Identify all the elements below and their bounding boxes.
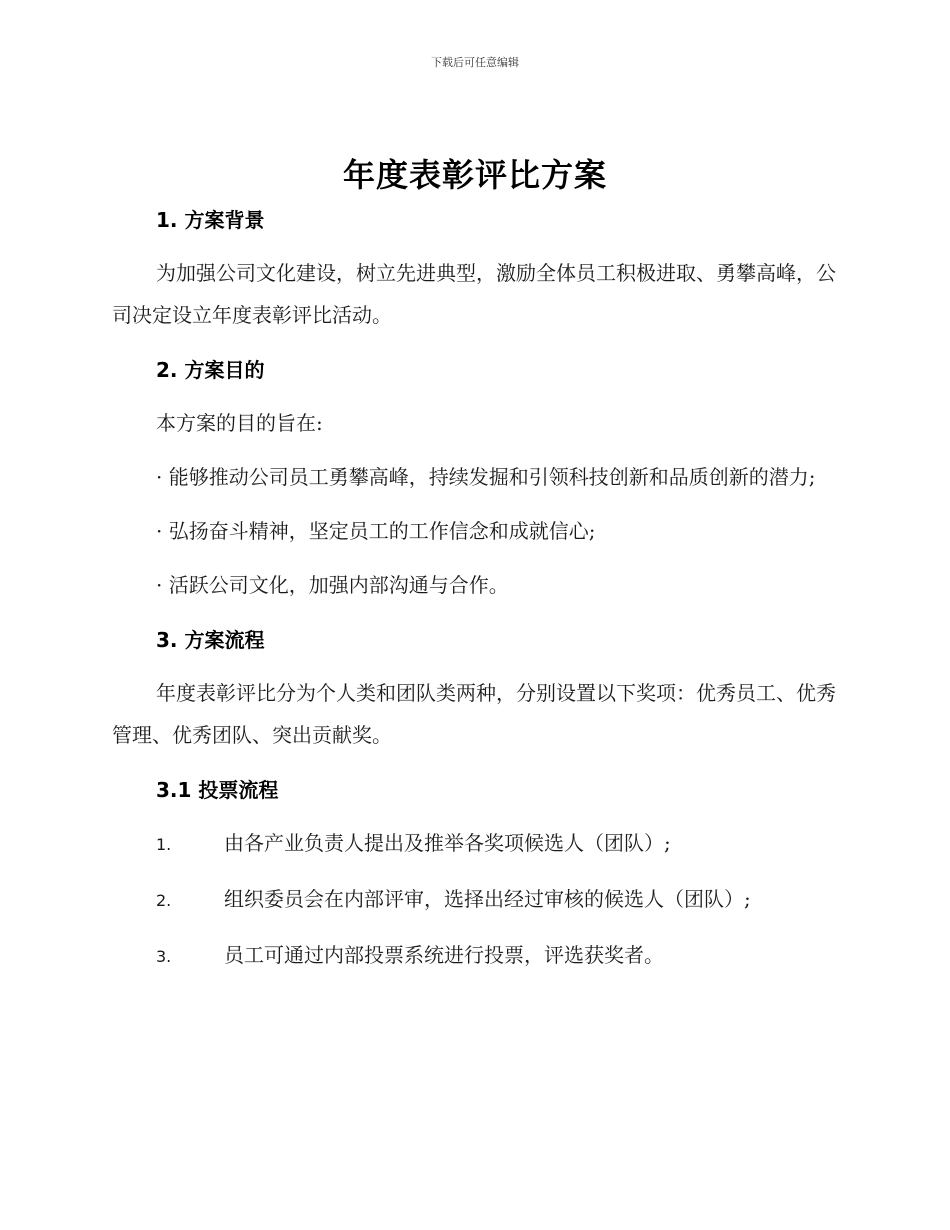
purpose-bullet: · 活跃公司文化，加强内部沟通与合作。 (156, 573, 509, 597)
list-item-text: 员工可通过内部投票系统进行投票，评选获奖者。 (224, 943, 664, 967)
list-item (112, 822, 838, 866)
section-heading-background: 1. 方案背景 (156, 208, 265, 232)
document-body (112, 200, 838, 990)
list-item-number: 2. (156, 891, 172, 910)
purpose-bullet: · 能够推动公司员工勇攀高峰，持续发掘和引领科技创新和品质创新的潜力; (156, 465, 816, 489)
list-item-number: 1. (156, 835, 172, 854)
list-item-text: 组织委员会在内部评审，选择出经过审核的候选人（团队）; (224, 887, 751, 911)
header-note: 下载后可任意编辑 (431, 56, 519, 69)
list-item (112, 878, 838, 922)
list-item-text: 由各产业负责人提出及推举各奖项候选人（团队）; (224, 831, 671, 855)
purpose-intro: 本方案的目的旨在: (156, 411, 323, 435)
process-paragraph: 年度表彰评比分为个人类和团队类两种，分别设置以下奖项：优秀员工、优秀管理、优秀团队、突出贡献奖。 (112, 681, 836, 747)
purpose-bullet: · 弘扬奋斗精神，坚定员工的工作信念和成就信心; (156, 519, 596, 543)
background-paragraph: 为加强公司文化建设，树立先进典型，激励全体员工积极进取、勇攀高峰，公司决定设立年度表彰评比活动。 (112, 261, 836, 327)
section-heading-process: 3. 方案流程 (156, 628, 265, 652)
section-heading-purpose: 2. 方案目的 (156, 358, 265, 382)
document-title: 年度表彰评比方案 (342, 156, 607, 194)
voting-steps-list (112, 822, 838, 978)
section-heading-voting: 3.1 投票流程 (156, 778, 279, 802)
list-item-number: 3. (156, 947, 172, 966)
list-item (112, 934, 838, 978)
